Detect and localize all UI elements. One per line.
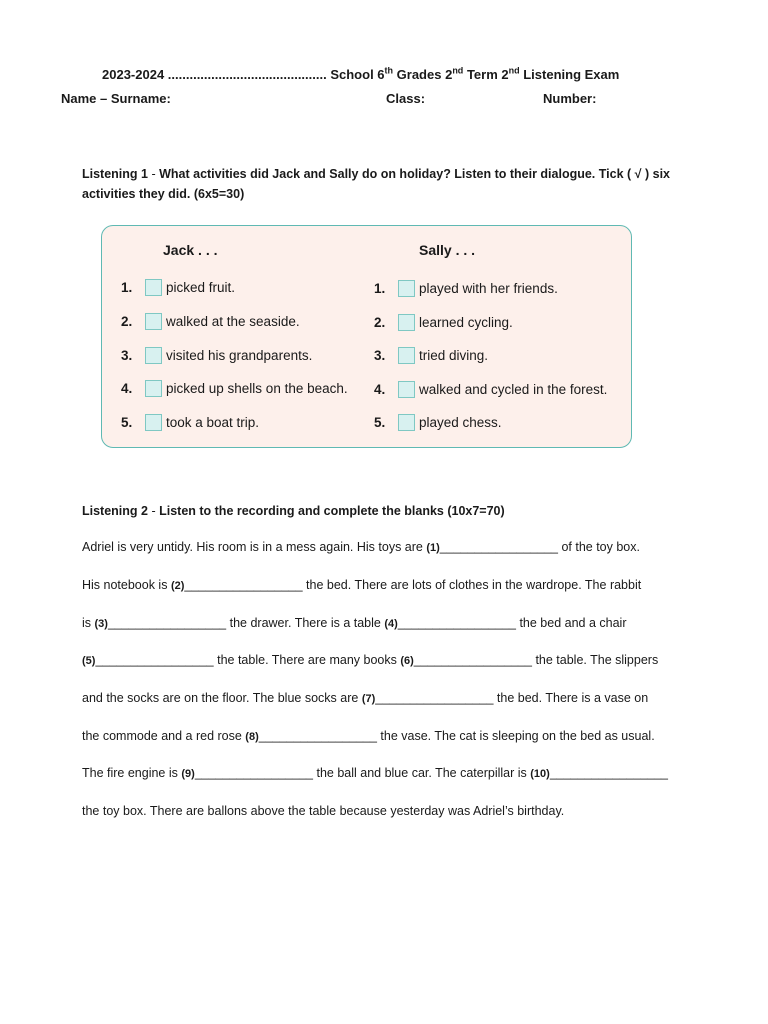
line-text: the ball and blue car. The caterpillar is <box>313 766 531 780</box>
blank-number: (6) <box>400 655 414 667</box>
line-text: the bed and a chair <box>515 616 627 630</box>
answer-blank[interactable]: _________________ <box>397 616 516 630</box>
line-text: the toy box. There are ballons above the table because yesterday was Adriel’s birthday. <box>82 804 565 818</box>
answer-blank[interactable]: _________________ <box>258 729 377 743</box>
tick-box[interactable] <box>398 280 415 297</box>
tick-box[interactable] <box>398 314 415 331</box>
paragraph-line <box>82 578 682 592</box>
blank-number: (1) <box>426 542 440 554</box>
answer-blank[interactable]: _________________ <box>184 578 303 592</box>
blank-number: (2) <box>170 580 185 592</box>
paragraph-line <box>82 653 682 667</box>
blank-number: (7) <box>361 693 376 705</box>
answer-blank[interactable]: _________________ <box>375 691 494 705</box>
jack-item: 3. visited his grandparents. <box>121 347 313 363</box>
blank-number: (8) <box>245 731 259 743</box>
class-label: Class: <box>386 91 426 106</box>
listening2-instruction: Listening 2 - Listen to the recording and complete the blanks (10x7=70) <box>82 504 505 518</box>
paragraph-line <box>82 804 682 818</box>
activities-box <box>101 225 632 448</box>
tick-box[interactable] <box>145 414 162 431</box>
answer-blank[interactable]: _________________ <box>549 766 669 780</box>
exam-name: Listening Exam <box>523 67 620 82</box>
tick-box[interactable] <box>398 414 415 431</box>
year: 2023-2024 <box>102 67 165 82</box>
jack-heading: Jack . . . <box>163 242 218 258</box>
jack-item: 5. took a boat trip. <box>121 414 260 430</box>
name-surname-label: Name – Surname: <box>61 91 171 106</box>
grades: Grades 2nd <box>396 65 464 82</box>
line-text: The fire engine is <box>82 766 182 780</box>
sally-item: 3. tried diving. <box>374 347 489 363</box>
tick-box[interactable] <box>145 380 162 397</box>
listening2-title: Listening 2 <box>82 504 148 518</box>
line-text: the bed. There is a vase on <box>493 691 649 705</box>
sally-heading: Sally . . . <box>419 242 476 258</box>
listening1-title: Listening 1 <box>82 167 148 181</box>
line-text: the drawer. There is a table <box>226 616 385 630</box>
tick-box[interactable] <box>145 313 162 330</box>
paragraph-line <box>82 540 682 554</box>
answer-blank[interactable]: _________________ <box>413 653 532 667</box>
sally-item: 5. played chess. <box>374 414 502 430</box>
paragraph-line <box>82 691 682 705</box>
line-text: of the toy box. <box>557 540 640 554</box>
tick-box[interactable] <box>145 279 162 296</box>
tick-box[interactable] <box>145 347 162 364</box>
number-label: Number: <box>543 91 597 106</box>
tick-box[interactable] <box>398 381 415 398</box>
sally-item: 2. learned cycling. <box>374 314 513 330</box>
paragraph-line <box>82 729 682 743</box>
blank-number: (5) <box>82 655 96 667</box>
paragraph-line <box>82 616 682 630</box>
answer-blank[interactable]: _________________ <box>439 540 558 554</box>
blank-number: (3) <box>94 618 108 630</box>
line-text: His notebook is <box>82 578 171 592</box>
blank-number: (4) <box>384 618 398 630</box>
school-dots: ............................................ <box>167 67 327 82</box>
line-text: the commode and a red rose <box>82 729 246 743</box>
answer-blank[interactable]: _________________ <box>194 766 313 780</box>
paragraph-line <box>82 766 682 780</box>
blank-number: (9) <box>181 768 195 780</box>
line-text: the table. The slippers <box>531 653 659 667</box>
jack-item: 1. picked fruit. <box>121 279 236 295</box>
line-text: Adriel is very untidy. His room is in a mess again. His toys are <box>82 540 427 554</box>
line-text: the bed. There are lots of clothes in the wardrope. The rabbit <box>302 578 642 592</box>
jack-item: 4. picked up shells on the beach. <box>121 380 348 396</box>
line-text: and the socks are on the floor. The blue socks are <box>82 691 362 705</box>
tick-box[interactable] <box>398 347 415 364</box>
line-text: is <box>82 616 95 630</box>
line-text: the vase. The cat is sleeping on the bed as usual. <box>376 729 655 743</box>
exam-title <box>102 67 619 82</box>
line-text: the table. There are many books <box>213 653 401 667</box>
blank-number: (10) <box>530 768 550 780</box>
school-grade: School 6th <box>330 65 394 82</box>
sally-item: 4. walked and cycled in the forest. <box>374 381 608 397</box>
jack-item: 2. walked at the seaside. <box>121 313 300 329</box>
answer-blank[interactable]: _________________ <box>95 653 214 667</box>
listening2-text: Listen to the recording and complete the blanks (10x7=70) <box>159 504 505 518</box>
listening1-text: What activities did Jack and Sally do on holiday? Listen to their dialogue. Tick ( √ ) six activities they did. (6x5=30) <box>82 167 670 201</box>
sally-item: 1. played with her friends. <box>374 280 558 296</box>
term: Term 2nd <box>466 65 520 82</box>
listening1-instruction: Listening 1 - What activities did Jack and Sally do on holiday? Listen to their dialogue. Tick ( √ ) six activities they did. (6x5=30) <box>82 167 670 201</box>
answer-blank[interactable]: _________________ <box>107 616 227 630</box>
